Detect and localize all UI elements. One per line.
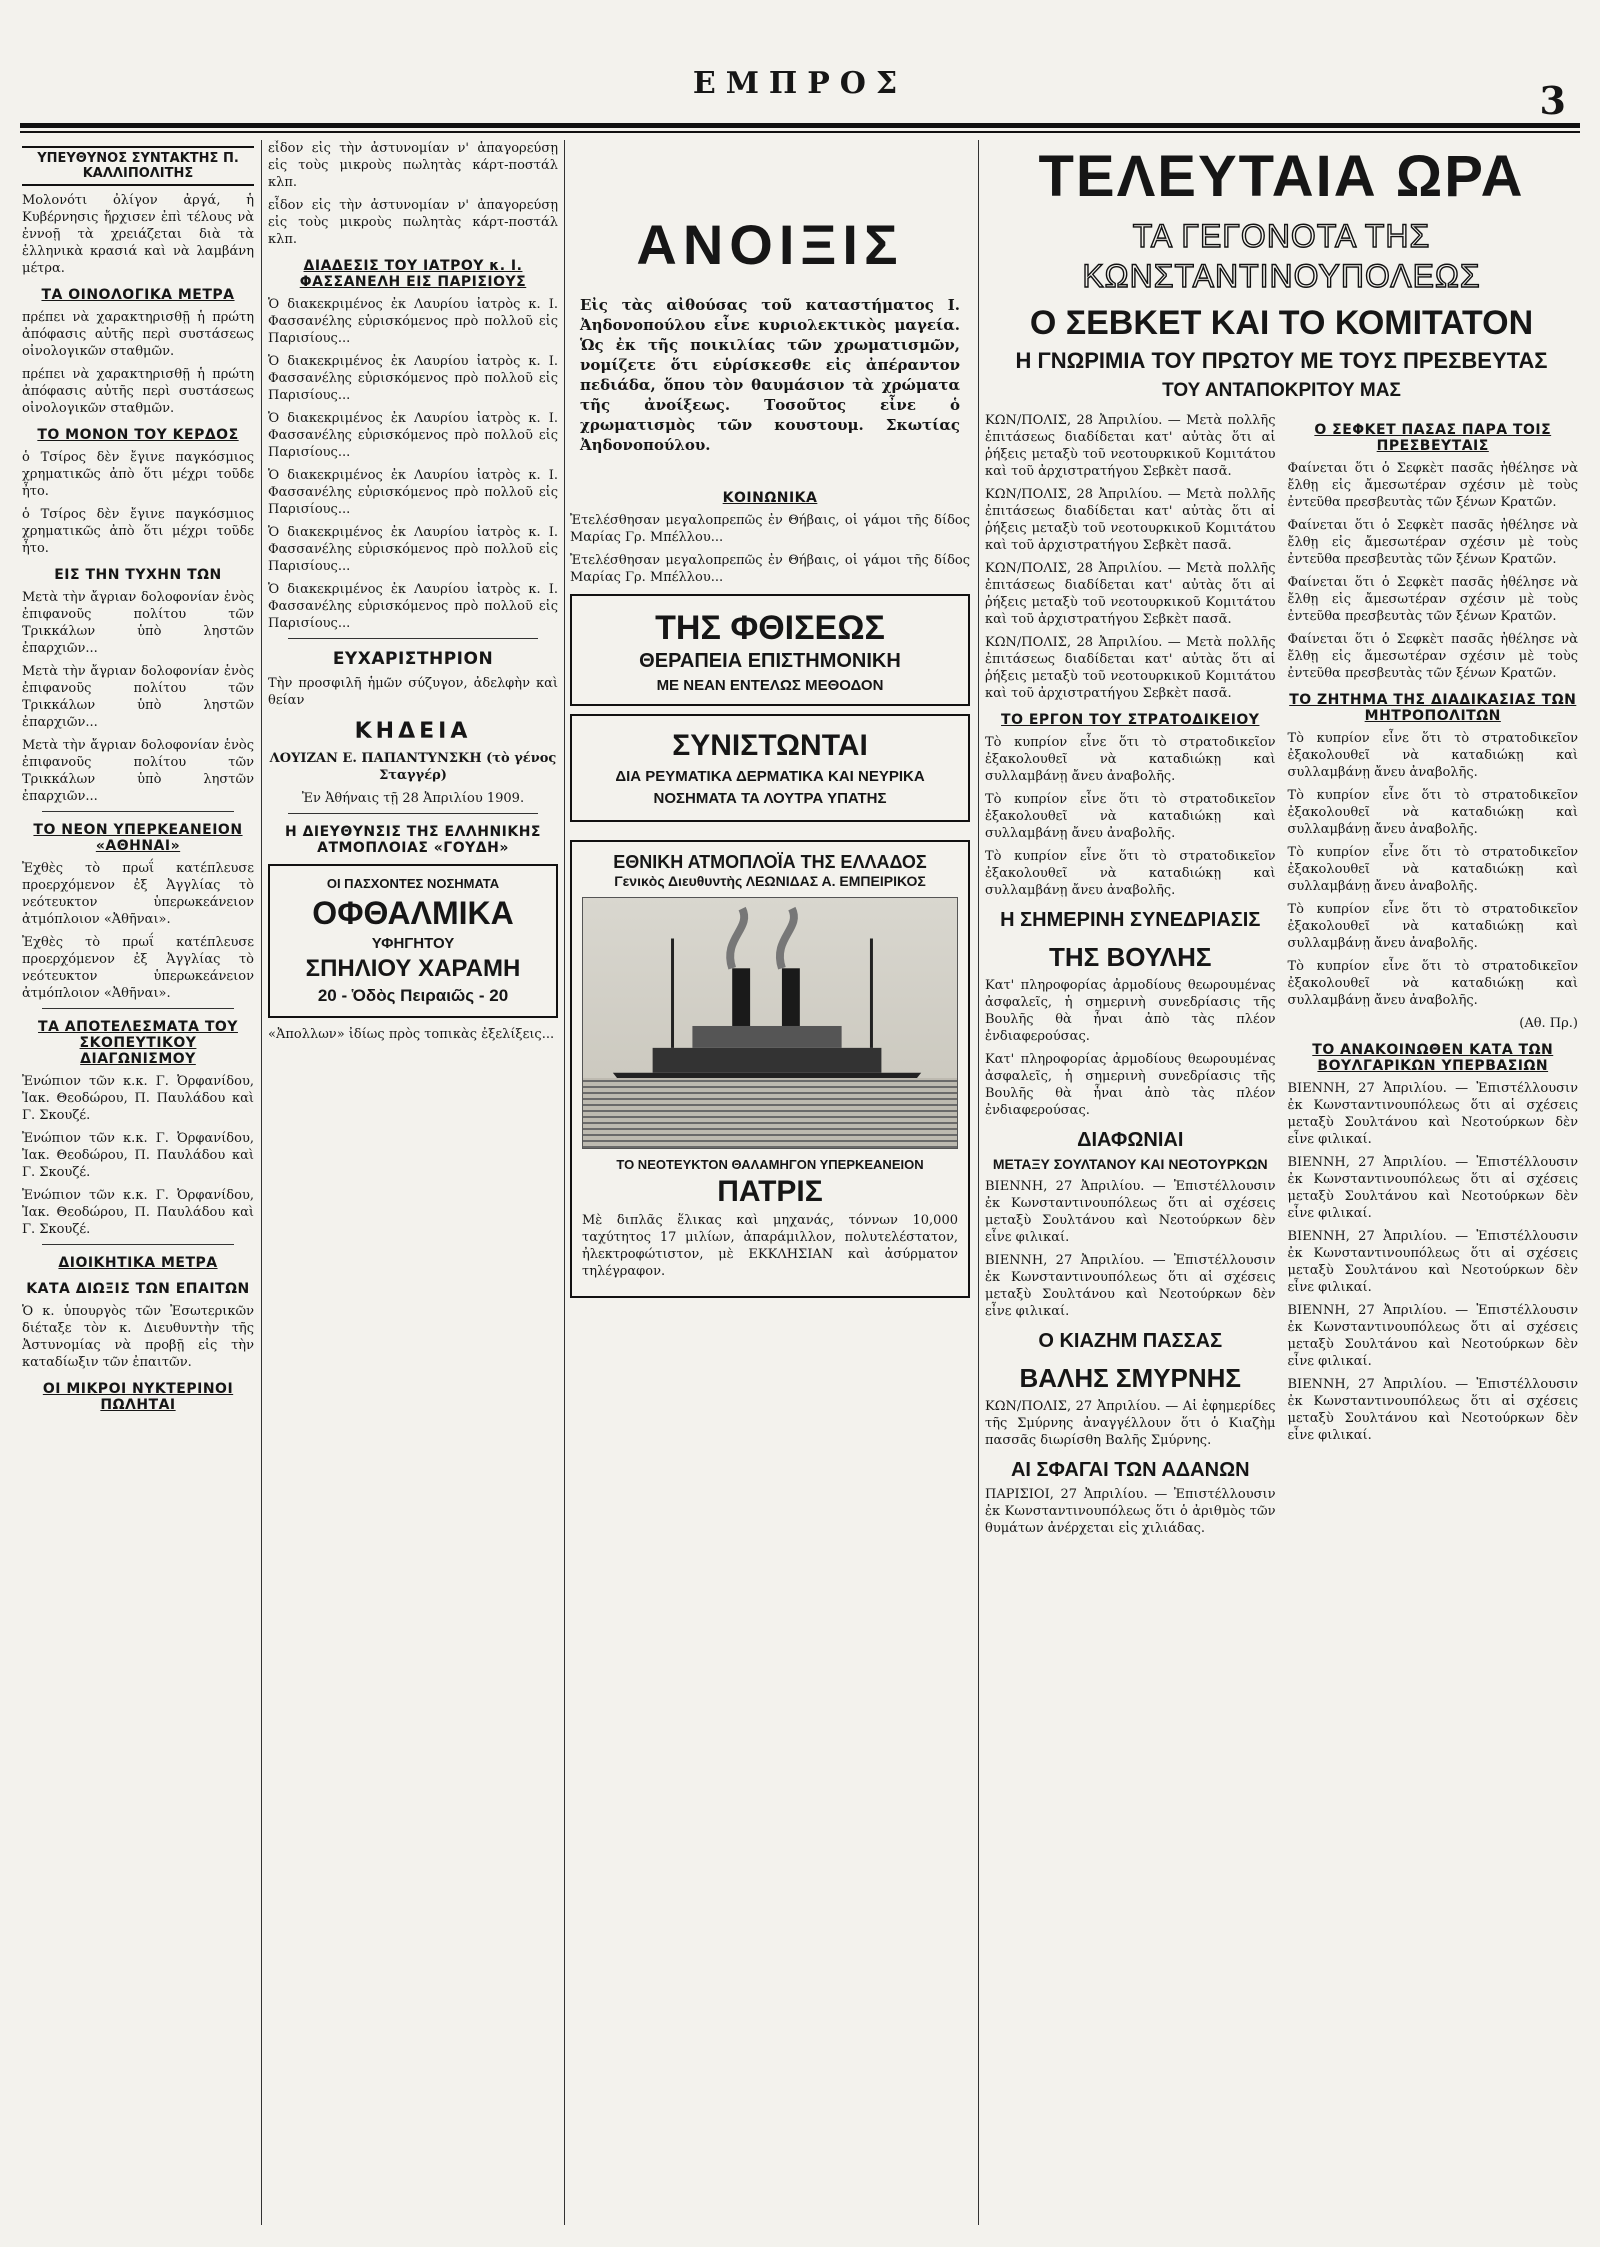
headline-tertiary: Η ΓΝΩΡΙΜΙΑ ΤΟΥ ΠΡΩΤΟΥ ΜΕ ΤΟΥΣ ΠΡΕΣΒΕΥΤΑΣ (1015, 348, 1548, 373)
ad-ship-name: ΠΑΤΡΙΣ (717, 1175, 823, 1208)
article-text: Τὸ κυπρίον εἶνε ὅτι τὸ στρατοδικεῖον ἐξακολουθεῖ νὰ καταδιώκῃ καὶ συλλαμβάνῃ ἄνευ ἀναβολῆς. (1287, 788, 1578, 837)
article-heading: Ο ΣΕΦΚΕΤ ΠΑΣΑΣ ΠΑΡΑ ΤΟΙΣ ΠΡΕΣΒΕΥΤΑΙΣ (1314, 422, 1552, 454)
headline-outline: ΤΑ ΓΕΓΟΝΟΤΑ ΤΗΣ ΚΩΝΣΤΑΝΤΙΝΟΥΠΟΛΕΩΣ (1082, 218, 1481, 294)
ad-subtitle: ΘΕΡΑΠΕΙΑ ΕΠΙΣΤΗΜΟΝΙΚΗ (639, 650, 901, 672)
article-text: Τὸ κυπρίον εἶνε ὅτι τὸ στρατοδικεῖον ἐξακολουθεῖ νὰ καταδιώκῃ καὶ συλλαμβάνῃ ἄνευ ἀναβολῆς. (1287, 845, 1578, 894)
ad-caption: ΤΟ ΝΕΟΤΕΥΚΤΟΝ ΘΑΛΑΜΗΓΟΝ ΥΠΕΡΚΕΑΝΕΙΟΝ (616, 1157, 924, 1172)
sea-waves (583, 1078, 957, 1148)
advertisement-ophthalmic (268, 864, 558, 1018)
divider (42, 1244, 234, 1245)
article-heading: ΕΥΧΑΡΙΣΤΗΡΙΟΝ (332, 649, 494, 669)
article-text: Κατ' πληροφορίας ἀρμοδίους θεωρουμένας ἀσφαλεῖς, ἡ σημερινὴ συνεδρίασις τῆς Βουλῆς θὰ ἦναι ἀπὸ τὰς πλέον ἐνδιαφερούσας. (985, 978, 1276, 1044)
article-text: Μολονότι ὀλίγον ἀργά, ἡ Κυβέρνησις ἤρχισεν ἐπὶ τέλους νὰ ἐννοῇ τὰ χρειάζεται διὰ τὰ ἑλληνικὰ κρασιά καὶ νὰ λαμβάνη μέτρα. (22, 193, 254, 276)
article-text: ΚΩΝ/ΠΟΛΙΣ, 28 Ἀπριλίου. — Μετὰ πολλῆς ἐπιτάσεως διαδίδεται κατ' αὐτὰς ὅτι αἱ ῥήξεις μεταξὺ τοῦ νεοτουρκικοῦ Κομιτάτου καὶ τοῦ ἀρχιστρατήγου Σεβκὲτ πασᾶ. (985, 561, 1276, 627)
section-heading: ΒΑΛΗΣ ΣΜΥΡΝΗΣ (1019, 1363, 1242, 1393)
article-text: «Ἀπολλων» ἰδίως πρὸς τοπικὰς ἐξελίξεις... (268, 1027, 555, 1042)
article-text: πρέπει νὰ χαρακτηρισθῇ ἡ πρώτη ἀπόφασις αὐτῆς περὶ συστάσεως οἰνολογικῶν σταθμῶν. (22, 310, 254, 359)
article-text: Ὁ διακεκριμένος ἐκ Λαυρίου ἰατρὸς κ. Ι. Φασσανέλης εὑρισκόμενος πρὸ πολλοῦ εἰς Παρισίους... (268, 582, 558, 631)
headline-secondary: Ο ΣΕΒΚΕΤ ΚΑΙ ΤΟ ΚΟΜΙΤΑΤΟΝ (1029, 304, 1534, 342)
advertisement-anoixis (570, 200, 970, 480)
section-subheading: ΜΕΤΑΞΥ ΣΟΥΛΤΑΝΟΥ ΚΑΙ ΝΕΟΤΟΥΡΚΩΝ (992, 1156, 1268, 1172)
article-text: Ἐνώπιον τῶν κ.κ. Γ. Ὀρφανίδου, Ἰακ. Θεοδώρου, Π. Παυλάδου καὶ Γ. Σκουζέ. (22, 1131, 254, 1180)
article-text: Ἐν Ἀθήναις τῇ 28 Ἀπριλίου 1909. (301, 791, 525, 806)
signoff: (Αθ. Πρ.) (1519, 1016, 1578, 1031)
column-3 (570, 140, 970, 2225)
article-text: πρέπει νὰ χαρακτηρισθῇ ἡ πρώτη ἀπόφασις αὐτῆς περὶ συστάσεως οἰνολογικῶν σταθμῶν. (22, 367, 254, 416)
column-4 (985, 140, 1578, 2225)
ad-title: ΕΘΝΙΚΗ ΑΤΜΟΠΛΟΪΑ ΤΗΣ ΕΛΛΑΔΟΣ (613, 852, 927, 872)
advertisement-phthisis (570, 594, 970, 706)
article-text: Φαίνεται ὅτι ὁ Σεφκὲτ πασᾶς ἠθέλησε νὰ ἔλθῃ εἰς ἄμεσωτέραν σχέσιν μὲ τοὺς ἐντεῦθα πρεσβευτὰς τῶν ξένων Κρατῶν. (1287, 632, 1578, 681)
article-text: Τὸ κυπρίον εἶνε ὅτι τὸ στρατοδικεῖον ἐξακολουθεῖ νὰ καταδιώκῃ καὶ συλλαμβάνῃ ἄνευ ἀναβολῆς. (985, 735, 1276, 784)
page-number: 3 (1539, 78, 1566, 123)
byline: ΥΠΕΥΘΥΝΟΣ ΣΥΝΤΑΚΤΗΣ Π. ΚΑΛΛΙΠΟΛΙΤΗΣ (22, 146, 254, 186)
column-1 (22, 140, 254, 2225)
article-text: Ἐτελέσθησαν μεγαλοπρεπῶς ἐν Θήβαις, οἱ γάμοι τῆς δίδος Μαρίας Γρ. Μπέλλου... (570, 513, 970, 545)
article-text: ΒΙΕΝΝΗ, 27 Ἀπριλίου. — Ἐπιστέλλουσιν ἐκ Κωνσταντινουπόλεως ὅτι αἱ σχέσεις μεταξὺ Σουλτάνου καὶ Νεοτούρκων δὲν εἶνε φιλικαί. (1287, 1229, 1578, 1295)
ad-title: ΑΝΟΙΞΙΣ (636, 213, 904, 276)
article-text: ΒΙΕΝΝΗ, 27 Ἀπριλίου. — Ἐπιστέλλουσιν ἐκ Κωνσταντινουπόλεως ὅτι αἱ σχέσεις μεταξὺ Σουλτάνου καὶ Νεοτούρκων δὲν εἶνε φιλικαί. (1287, 1081, 1578, 1147)
article-heading: ΚΑΤΑ ΔΙΩΞΙΣ ΤΩΝ ΕΠΑΙΤΩΝ (26, 1281, 250, 1297)
article-heading: ΤΟ ΜΟΝΟΝ ΤΟΥ ΚΕΡΔΟΣ (37, 427, 239, 443)
article-text: ΚΩΝ/ΠΟΛΙΣ, 28 Ἀπριλίου. — Μετὰ πολλῆς ἐπιτάσεως διαδίδεται κατ' αὐτὰς ὅτι αἱ ῥήξεις μεταξὺ τοῦ νεοτουρκικοῦ Κομιτάτου καὶ τοῦ ἀρχιστρατήγου Σεβκὲτ πασᾶ. (985, 413, 1276, 479)
ad-kicker: ΟΙ ΠΑΣΧΟΝΤΕΣ ΝΟΣΗΜΑΤΑ (326, 876, 500, 891)
article-text: Μετὰ τὴν ἄγριαν δολοφονίαν ἑνὸς ἐπιφανοῦς πολίτου τῶν Τρικκάλων ὑπὸ ληστῶν ἐπαρχιῶν... (22, 590, 254, 656)
advertisement-ethniki-atmoploia (570, 840, 970, 1298)
article-text: Φαίνεται ὅτι ὁ Σεφκὲτ πασᾶς ἠθέλησε νὰ ἔλθῃ εἰς ἄμεσωτέραν σχέσιν μὲ τοὺς ἐντεῦθα πρεσβευτὰς τῶν ξένων Κρατῶν. (1287, 461, 1578, 510)
ad-title: ΟΦΘΑΛΜΙΚΑ (312, 895, 514, 931)
article-heading: ΔΙΟΙΚΗΤΙΚΑ ΜΕΤΡΑ (58, 1255, 218, 1271)
article-heading: ΤΟ ΝΕΟΝ ΥΠΕΡΚΕΑΝΕΙΟΝ «ΑΘΗΝΑΙ» (33, 822, 243, 854)
section-heading: ΔΙΑΦΩΝΙΑΙ (1077, 1129, 1184, 1151)
divider (288, 638, 538, 639)
article-text: ΒΙΕΝΝΗ, 27 Ἀπριλίου. — Ἐπιστέλλουσιν ἐκ Κωνσταντινουπόλεως ὅτι αἱ σχέσεις μεταξὺ Σουλτάνου καὶ Νεοτούρκων δὲν εἶνε φιλικαί. (1287, 1303, 1578, 1369)
ad-address: 20 - Ὁδὸς Πειραιῶς - 20 (317, 986, 509, 1005)
divider (42, 811, 234, 812)
article-text: ΒΙΕΝΝΗ, 27 Ἀπριλίου. — Ἐπιστέλλουσιν ἐκ Κωνσταντινουπόλεως ὅτι αἱ σχέσεις μεταξὺ Σουλτάνου καὶ Νεοτούρκων δὲν εἶνε φιλικαί. (1287, 1377, 1578, 1443)
subcolumn-left (985, 412, 1276, 1543)
section-heading: ΤΗΣ ΒΟΥΛΗΣ (1049, 942, 1212, 972)
masthead-rule (20, 123, 1580, 128)
article-text: ΚΩΝ/ΠΟΛΙΣ, 27 Ἀπριλίου. — Αἱ ἐφημερίδες τῆς Σμύρνης ἀναγγέλλουν ὅτι ὁ Κιαζὴμ πασσᾶς διωρίσθη Βαλῆς Σμύρνης. (985, 1399, 1276, 1448)
article-text: Μετὰ τὴν ἄγριαν δολοφονίαν ἑνὸς ἐπιφανοῦς πολίτου τῶν Τρικκάλων ὑπὸ ληστῶν ἐπαρχιῶν... (22, 738, 254, 804)
article-text: Ἐχθὲς τὸ πρωΐ κατέπλευσε προερχόμενον ἐξ Ἀγγλίας τὸ νεότευκτον ὑπερωκεάνειον ἀτμόπλοιον «Ἀθῆναι». (22, 861, 254, 927)
section-heading: Η ΣΗΜΕΡΙΝΗ ΣΥΝΕΔΡΙΑΣΙΣ (1000, 909, 1261, 931)
article-heading: Η ΔΙΕΥΘΥΝΣΙΣ ΤΗΣ ΕΛΛΗΝΙΚΗΣ ΑΤΜΟΠΛΟΙΑΣ «ΓΟΥΔΗ» (284, 824, 541, 856)
headline-byline: ΤΟΥ ΑΝΤΑΠΟΚΡΙΤΟΥ ΜΑΣ (1162, 380, 1401, 401)
article-text: Ὁ κ. ὑπουργὸς τῶν Ἐσωτερικῶν διέταξε τὸν κ. Διευθυντὴν τῆς Ἀστυνομίας νὰ προβῇ εἰς τὴν καταδίωξιν τῶν ἐπαιτῶν. (22, 1304, 254, 1370)
article-text: ΚΩΝ/ΠΟΛΙΣ, 28 Ἀπριλίου. — Μετὰ πολλῆς ἐπιτάσεως διαδίδεται κατ' αὐτὰς ὅτι αἱ ῥήξεις μεταξὺ τοῦ νεοτουρκικοῦ Κομιτάτου καὶ τοῦ ἀρχιστρατήγου Σεβκὲτ πασᾶ. (985, 635, 1276, 701)
article-text: Ὁ διακεκριμένος ἐκ Λαυρίου ἰατρὸς κ. Ι. Φασσανέλης εὑρισκόμενος πρὸ πολλοῦ εἰς Παρισίους... (268, 411, 558, 460)
ad-subtitle: Γενικὸς Διευθυντὴς ΛΕΩΝΙΔΑΣ Α. ΕΜΠΕΙΡΙΚΟΣ (614, 873, 926, 889)
ad-text: Μὲ διπλᾶς ἕλικας καὶ μηχανάς, τόννων 10,000 ταχύτητος 17 μιλίων, ἀπαράμιλλον, πολυτελέστατον, ἠλεκτροφώτιστον, μὲ ΕΚΚΛΗΣΙΑΝ καὶ ἀσύρματον τηλέγραφον. (582, 1213, 958, 1279)
article-text: Μετὰ τὴν ἄγριαν δολοφονίαν ἑνὸς ἐπιφανοῦς πολίτου τῶν Τρικκάλων ὑπὸ ληστῶν ἐπαρχιῶν... (22, 664, 254, 730)
ad-title: ΤΗΣ ΦΘΙΣΕΩΣ (655, 609, 885, 647)
article-text: Ἐνώπιον τῶν κ.κ. Γ. Ὀρφανίδου, Ἰακ. Θεοδώρου, Π. Παυλάδου καὶ Γ. Σκουζέ. (22, 1074, 254, 1123)
article-text: Τὸ κυπρίον εἶνε ὅτι τὸ στρατοδικεῖον ἐξακολουθεῖ νὰ καταδιώκῃ καὶ συλλαμβάνῃ ἄνευ ἀναβολῆς. (1287, 959, 1578, 1008)
article-text: ΒΙΕΝΝΗ, 27 Ἀπριλίου. — Ἐπιστέλλουσιν ἐκ Κωνσταντινουπόλεως ὅτι αἱ σχέσεις μεταξὺ Σουλτάνου καὶ Νεοτούρκων δὲν εἶνε φιλικαί. (985, 1179, 1276, 1245)
article-heading: ΚΟΙΝΩΝΙΚΑ (722, 490, 818, 506)
article-text: ΠΑΡΙΣΙΟΙ, 27 Ἀπριλίου. — Ἐπιστέλλουσιν ἐκ Κωνσταντινουπόλεως ὅτι ὁ ἀριθμὸς τῶν θυμάτων ἀνέρχεται εἰς χιλιάδας. (985, 1487, 1276, 1536)
headline-main: ΤΕΛΕΥΤΑΙΑ ΩΡΑ (1038, 144, 1525, 209)
article-text: Τὸ κυπρίον εἶνε ὅτι τὸ στρατοδικεῖον ἐξακολουθεῖ νὰ καταδιώκῃ καὶ συλλαμβάνῃ ἄνευ ἀναβολῆς. (1287, 731, 1578, 780)
article-text: Τὴν προσφιλῆ ἡμῶν σύζυγον, ἀδελφὴν καὶ θείαν (268, 676, 558, 708)
ad-name: ΣΠΗΛΙΟΥ ΧΑΡΑΜΗ (305, 955, 521, 982)
article-heading: ΤΑ ΟΙΝΟΛΟΓΙΚΑ ΜΕΤΡΑ (41, 287, 235, 303)
article-heading: ΤΟ ΑΝΑΚΟΙΝΩΘΕΝ ΚΑΤΑ ΤΩΝ ΒΟΥΛΓΑΡΙΚΩΝ ΥΠΕΡΒΑΣΙΩΝ (1312, 1042, 1554, 1074)
ad-text: ΔΙΑ ΡΕΥΜΑΤΙΚΑ ΔΕΡΜΑΤΙΚΑ ΚΑΙ ΝΕΥΡΙΚΑ ΝΟΣΗΜΑΤΑ ΤΑ ΛΟΥΤΡΑ ΥΠΑΤΗΣ (615, 768, 925, 807)
article-text: εἶδον εἰς τὴν ἀστυνομίαν ν' ἀπαγορεύσῃ εἰς τοὺς μικροὺς πωλητὰς κάρτ-ποστάλ κλπ. (268, 198, 558, 247)
steamship-illustration (582, 897, 958, 1149)
column-2 (268, 140, 558, 2225)
article-text: Ἐνώπιον τῶν κ.κ. Γ. Ὀρφανίδου, Ἰακ. Θεοδώρου, Π. Παυλάδου καὶ Γ. Σκουζέ. (22, 1188, 254, 1237)
article-text: ὁ Τσίρος δὲν ἔγινε παγκόσμιος χρηματικῶς ἀπὸ ὅτι μέχρι τοῦδε ἦτο. (22, 507, 254, 556)
article-heading: ΟΙ ΜΙΚΡΟΙ ΝΥΚΤΕΡΙΝΟΙ ΠΩΛΗΤΑΙ (42, 1381, 234, 1413)
section-heading: ΑΙ ΣΦΑΓΑΙ ΤΩΝ ΑΔΑΝΩΝ (1010, 1459, 1250, 1481)
column-divider (978, 140, 979, 2225)
masthead-rule-thin (20, 131, 1580, 133)
article-text: Ὁ διακεκριμένος ἐκ Λαυρίου ἰατρὸς κ. Ι. Φασσανέλης εὑρισκόμενος πρὸ πολλοῦ εἰς Παρισίους... (268, 525, 558, 574)
ad-subtitle: ΜΕ ΝΕΑΝ ΕΝΤΕΛΩΣ ΜΕΘΟΔΟΝ (656, 677, 884, 694)
ad-line: ΥΦΗΓΗΤΟΥ (371, 935, 455, 952)
article-text: Ὁ διακεκριμένος ἐκ Λαυρίου ἰατρὸς κ. Ι. Φασσανέλης εὑρισκόμενος πρὸ πολλοῦ εἰς Παρισίους... (268, 354, 558, 403)
article-heading: ΚΗΔΕΙΑ (354, 719, 472, 744)
article-text: Φαίνεται ὅτι ὁ Σεφκὲτ πασᾶς ἠθέλησε νὰ ἔλθῃ εἰς ἄμεσωτέραν σχέσιν μὲ τοὺς ἐντεῦθα πρεσβευτὰς τῶν ξένων Κρατῶν. (1287, 518, 1578, 567)
column-divider (261, 140, 262, 2225)
article-text: Κατ' πληροφορίας ἀρμοδίους θεωρουμένας ἀσφαλεῖς, ἡ σημερινὴ συνεδρίασις τῆς Βουλῆς θὰ ἦναι ἀπὸ τὰς πλέον ἐνδιαφερούσας. (985, 1052, 1276, 1118)
article-text: ΛΟΥΙΖΑΝ Ε. ΠΑΠΑΝΤΥΝΣΚΗ (τὸ γένος Σταγγέρ) (269, 751, 557, 783)
divider (42, 1008, 234, 1009)
article-text: εἶδον εἰς τὴν ἀστυνομίαν ν' ἀπαγορεύσῃ εἰς τοὺς μικροὺς πωλητὰς κάρτ-ποστάλ κλπ. (268, 141, 558, 190)
article-text: Τὸ κυπρίον εἶνε ὅτι τὸ στρατοδικεῖον ἐξακολουθεῖ νὰ καταδιώκῃ καὶ συλλαμβάνῃ ἄνευ ἀναβολῆς. (985, 849, 1276, 898)
article-heading: ΕΙΣ ΤΗΝ ΤΥΧΗΝ ΤΩΝ (54, 567, 222, 583)
masthead (20, 18, 1580, 138)
article-heading: ΔΙΑΔΕΣΙΣ ΤΟΥ ΙΑΤΡΟΥ κ. Ι. ΦΑΣΣΑΝΕΛΗ ΕΙΣ ΠΑΡΙΣΙΟΥΣ (299, 258, 527, 290)
article-heading: ΤΟ ΕΡΓΟΝ ΤΟΥ ΣΤΡΑΤΟΔΙΚΕΙΟΥ (1001, 712, 1260, 728)
advertisement-ypati-baths (570, 714, 970, 822)
article-heading: ΤΟ ΖΗΤΗΜΑ ΤΗΣ ΔΙΑΔΙΚΑΣΙΑΣ ΤΩΝ ΜΗΤΡΟΠΟΛΙΤΩΝ (1289, 692, 1577, 724)
newspaper-title: ΕΜΠΡΟΣ (692, 66, 908, 101)
article-text: ΒΙΕΝΝΗ, 27 Ἀπριλίου. — Ἐπιστέλλουσιν ἐκ Κωνσταντινουπόλεως ὅτι αἱ σχέσεις μεταξὺ Σουλτάνου καὶ Νεοτούρκων δὲν εἶνε φιλικαί. (985, 1253, 1276, 1319)
section-heading: Ο ΚΙΑΖΗΜ ΠΑΣΣΑΣ (1038, 1330, 1223, 1352)
article-text: Ἐχθὲς τὸ πρωΐ κατέπλευσε προερχόμενον ἐξ Ἀγγλίας τὸ νεότευκτον ὑπερωκεάνειον ἀτμόπλοιον «Ἀθῆναι». (22, 935, 254, 1001)
article-text: Ὁ διακεκριμένος ἐκ Λαυρίου ἰατρὸς κ. Ι. Φασσανέλης εὑρισκόμενος πρὸ πολλοῦ εἰς Παρισίους... (268, 468, 558, 517)
ad-text: Εἰς τὰς αἰθούσας τοῦ καταστήματος Ι. Ἀηδονοπούλου εἶνε κυριολεκτικὸς μαγεία. Ὡς ἐκ τῆς ποικιλίας τῶν χρωματισμῶν, νομίζετε ὅτι εὑρίσκεσθε εἰς ἀπέραντον πεδιάδα, ὅπου τὸν θαυμάσιον τὰ χρώματα τῆς ἀνοίξεως. Τοσοῦτος εἶνε ὁ χρωματισμὸς τῶν κουστουμ. Σκωτίας Ἀηδονοπούλου. (580, 296, 960, 454)
article-text: Ἐτελέσθησαν μεγαλοπρεπῶς ἐν Θήβαις, οἱ γάμοι τῆς δίδος Μαρίας Γρ. Μπέλλου... (570, 553, 970, 585)
article-text: Τὸ κυπρίον εἶνε ὅτι τὸ στρατοδικεῖον ἐξακολουθεῖ νὰ καταδιώκῃ καὶ συλλαμβάνῃ ἄνευ ἀναβολῆς. (985, 792, 1276, 841)
article-text: ὁ Τσίρος δὲν ἔγινε παγκόσμιος χρηματικῶς ἀπὸ ὅτι μέχρι τοῦδε ἦτο. (22, 450, 254, 499)
article-text: Φαίνεται ὅτι ὁ Σεφκὲτ πασᾶς ἠθέλησε νὰ ἔλθῃ εἰς ἄμεσωτέραν σχέσιν μὲ τοὺς ἐντεῦθα πρεσβευτὰς τῶν ξένων Κρατῶν. (1287, 575, 1578, 624)
article-text: ΒΙΕΝΝΗ, 27 Ἀπριλίου. — Ἐπιστέλλουσιν ἐκ Κωνσταντινουπόλεως ὅτι αἱ σχέσεις μεταξὺ Σουλτάνου καὶ Νεοτούρκων δὲν εἶνε φιλικαί. (1287, 1155, 1578, 1221)
article-text: Ὁ διακεκριμένος ἐκ Λαυρίου ἰατρὸς κ. Ι. Φασσανέλης εὑρισκόμενος πρὸ πολλοῦ εἰς Παρισίους... (268, 297, 558, 346)
ad-title: ΣΥΝΙΣΤΩΝΤΑΙ (672, 729, 868, 762)
article-heading: ΤΑ ΑΠΟΤΕΛΕΣΜΑΤΑ ΤΟΥ ΣΚΟΠΕΥΤΙΚΟΥ ΔΙΑΓΩΝΙΣΜΟΥ (38, 1019, 238, 1067)
column-divider (564, 140, 565, 2225)
divider (288, 813, 538, 814)
two-column-area (985, 412, 1578, 1543)
subcolumn-right (1288, 412, 1579, 1543)
article-text: Τὸ κυπρίον εἶνε ὅτι τὸ στρατοδικεῖον ἐξακολουθεῖ νὰ καταδιώκῃ καὶ συλλαμβάνῃ ἄνευ ἀναβολῆς. (1287, 902, 1578, 951)
article-text: ΚΩΝ/ΠΟΛΙΣ, 28 Ἀπριλίου. — Μετὰ πολλῆς ἐπιτάσεως διαδίδεται κατ' αὐτὰς ὅτι αἱ ῥήξεις μεταξὺ τοῦ νεοτουρκικοῦ Κομιτάτου καὶ τοῦ ἀρχιστρατήγου Σεβκὲτ πασᾶ. (985, 487, 1276, 553)
